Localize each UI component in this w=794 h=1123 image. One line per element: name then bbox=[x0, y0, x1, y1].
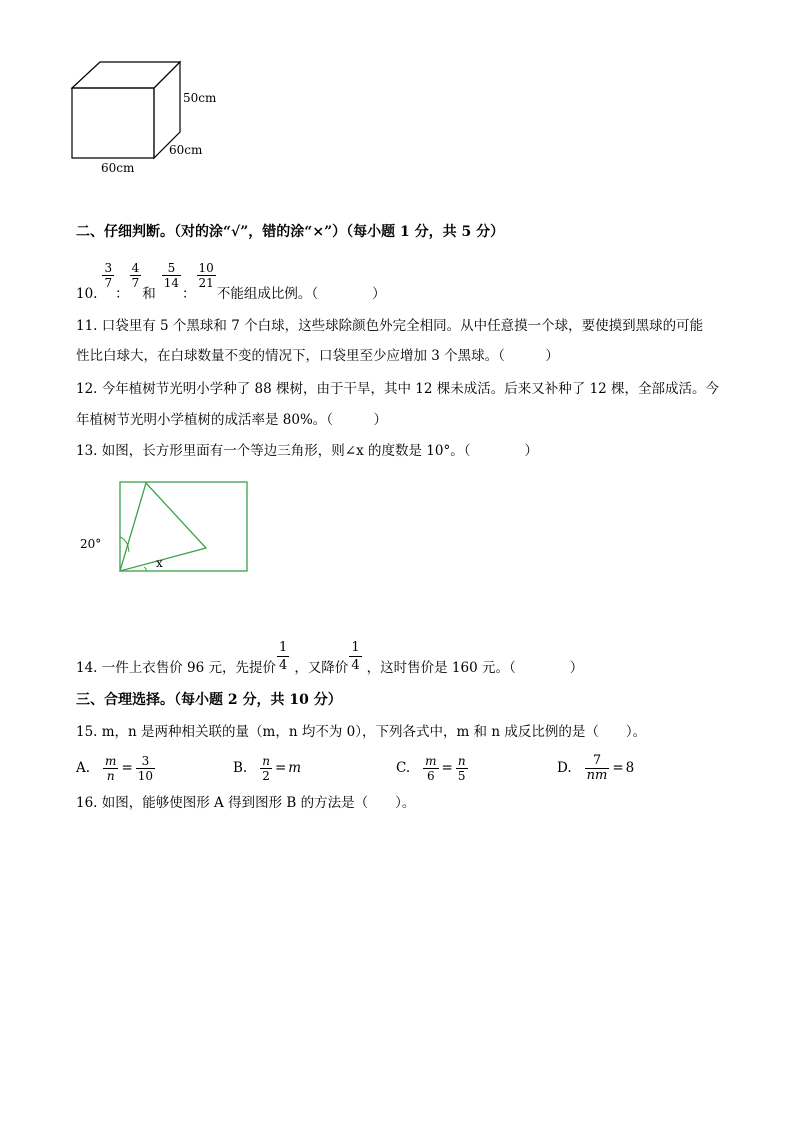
cuboid-figure bbox=[70, 58, 230, 180]
question-11-line-2: 性比白球大，在白球数量不变的情况下，口袋里至少应增加 3 个黑球。（ ） bbox=[76, 348, 559, 364]
q14-fraction-1: $\frac{1}{4}$ bbox=[279, 640, 288, 673]
q15-option-d: D. $\frac{7}{nm}$ = 8 bbox=[557, 752, 635, 783]
question-15: 15. m，n 是两种相关联的量（m，n 均不为 0），下列各式中，m 和 n 成反比例的是（ ）。 bbox=[76, 724, 647, 740]
q10-colon-2: ： bbox=[182, 286, 196, 302]
q10-tail: 不能组成比例。（ ） bbox=[216, 286, 386, 302]
q15-option-c: C. $\frac{m}{6}$ = $\frac{n}{5}$ bbox=[396, 753, 466, 783]
cube-height-label: 50cm bbox=[183, 91, 217, 105]
q10-colon-1: ： bbox=[115, 286, 129, 302]
q10-and: 和 bbox=[142, 286, 156, 302]
question-10 bbox=[76, 228, 386, 304]
question-12-line-1: 12. 今年植树节光明小学种了 88 棵树，由于干旱，其中 12 棵未成活。后来又补种了 12 棵，全部成活。今 bbox=[76, 381, 720, 397]
section-3-heading: 三、合理选择。（每小题 2 分，共 10 分） bbox=[76, 692, 342, 708]
q15-option-b: B. $\frac{n}{2}$ = m bbox=[233, 753, 302, 783]
rectangle-triangle-figure bbox=[118, 480, 250, 574]
q10-fraction-2: $\frac{4}{7}$ bbox=[131, 261, 140, 290]
q14-fraction-2: $\frac{1}{4}$ bbox=[351, 640, 360, 673]
question-13: 13. 如图，长方形里面有一个等边三角形，则∠x 的度数是 10°。（ ） bbox=[76, 443, 538, 459]
question-12-line-2: 年植树节光明小学植树的成活率是 80%。（ ） bbox=[76, 412, 388, 428]
angle-x-label: x bbox=[156, 556, 163, 570]
cube-width-label: 60cm bbox=[101, 161, 135, 175]
q10-fraction-4: $\frac{10}{21}$ bbox=[198, 261, 214, 290]
angle-20-label: 20° bbox=[80, 537, 102, 551]
q10-fraction-3: $\frac{5}{14}$ bbox=[163, 261, 180, 290]
question-16: 16. 如图，能够使图形 A 得到图形 B 的方法是（ ）。 bbox=[76, 795, 416, 811]
cube-depth-label: 60cm bbox=[169, 143, 203, 157]
q10-number: 10. bbox=[76, 286, 98, 302]
q15-option-a: A. $\frac{m}{n}$ = $\frac{3}{10}$ bbox=[76, 753, 154, 783]
section-2-heading: 二、仔细判断。（对的涂“√”，错的涂“×”）（每小题 1 分，共 5 分） bbox=[76, 224, 505, 240]
q10-fraction-1: $\frac{3}{7}$ bbox=[104, 261, 113, 290]
question-14: 14. 一件上衣售价 96 元，先提价 $\frac{1}{4}$ ，又降价 $\frac{1}{4}$ ，这时售价是 160 元。（ ） bbox=[76, 640, 584, 676]
question-11-line-1: 11. 口袋里有 5 个黑球和 7 个白球，这些球除颜色外完全相同。从中任意摸一个球，要使摸到黑球的可能 bbox=[76, 318, 704, 334]
